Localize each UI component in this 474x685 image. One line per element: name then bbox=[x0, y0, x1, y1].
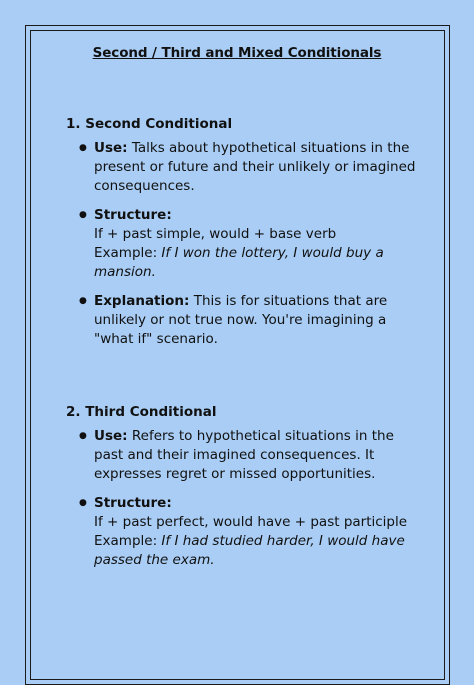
example-label: Example: bbox=[94, 533, 158, 549]
point-list bbox=[66, 139, 426, 349]
list-item-use bbox=[66, 139, 426, 196]
item-text: This is for situations that are unlikely or not true now. You're imagining a "what if" scenario. bbox=[94, 293, 388, 347]
bullet-icon: ● bbox=[79, 296, 87, 306]
bullet-icon: ● bbox=[79, 210, 87, 220]
bullet-icon: ● bbox=[79, 498, 87, 508]
list-item-use bbox=[66, 427, 426, 484]
point-list bbox=[66, 427, 426, 570]
example-sentence: If I won the lottery, I would buy a mansion. bbox=[94, 245, 384, 280]
item-label: Use: bbox=[94, 428, 128, 444]
section-heading: 1. Second Conditional bbox=[66, 116, 233, 132]
item-label: Explanation: bbox=[94, 293, 190, 309]
section-heading: 2. Third Conditional bbox=[66, 404, 217, 420]
item-text: Talks about hypothetical situations in the present or future and their unlikely or imagined consequences. bbox=[94, 140, 416, 194]
bullet-icon: ● bbox=[79, 431, 87, 441]
bullet-icon: ● bbox=[79, 143, 87, 153]
list-item-explanation bbox=[66, 292, 426, 349]
example-label: Example: bbox=[94, 245, 158, 261]
list-item-structure bbox=[66, 206, 426, 282]
structure-formula: If + past perfect, would have + past participle bbox=[94, 514, 408, 530]
document-title: Second / Third and Mixed Conditionals bbox=[92, 45, 382, 61]
item-label: Structure: bbox=[94, 207, 172, 223]
structure-formula: If + past simple, would + base verb bbox=[94, 226, 337, 242]
section-second-conditional bbox=[66, 115, 426, 349]
item-label: Structure: bbox=[94, 495, 172, 511]
list-item-structure bbox=[66, 494, 426, 570]
example-sentence: If I had studied harder, I would have passed the exam. bbox=[94, 533, 405, 568]
item-label: Use: bbox=[94, 140, 128, 156]
item-text: Refers to hypothetical situations in the past and their imagined consequences. It expresses regret or missed opportunities. bbox=[94, 428, 394, 482]
section-third-conditional bbox=[66, 403, 426, 570]
